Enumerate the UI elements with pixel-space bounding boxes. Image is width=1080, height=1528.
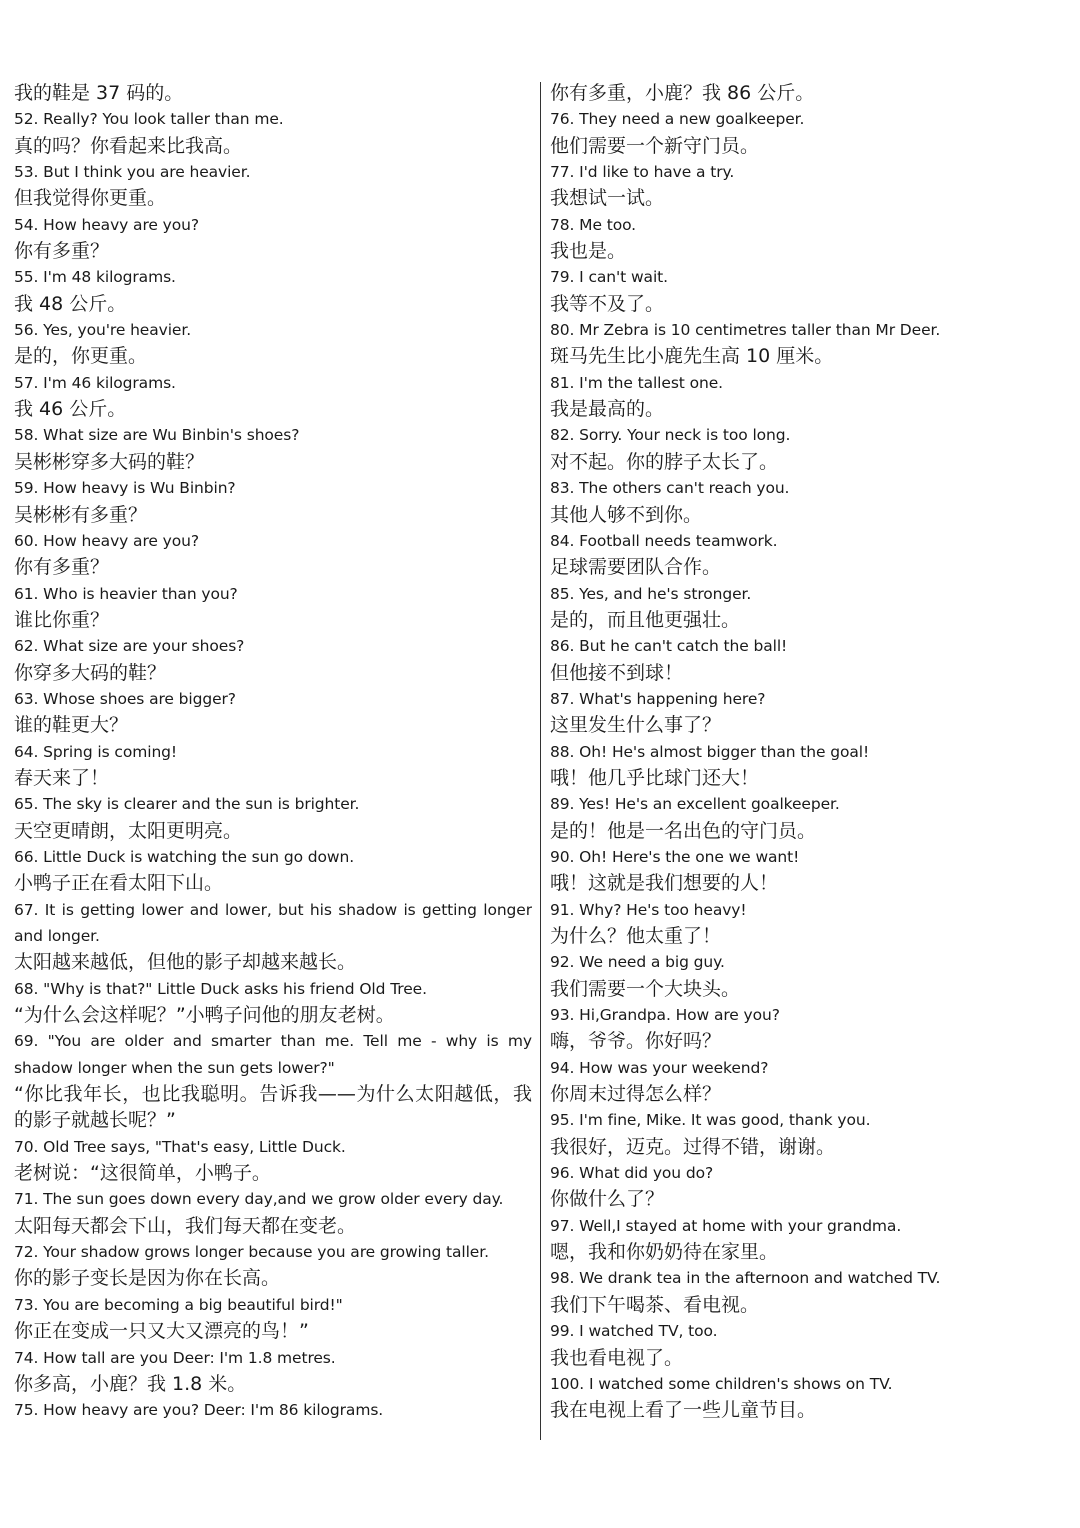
english-line: 97. Well,I stayed at home with your grandma. xyxy=(550,1216,902,1235)
chinese-line: 你有多重？ xyxy=(14,556,110,579)
left-column xyxy=(14,80,532,1424)
chinese-line: 你穿多大码的鞋？ xyxy=(14,661,167,684)
chinese-line: 是的，你更重。 xyxy=(14,345,148,368)
english-line: 98. We drank tea in the afternoon and watched TV. xyxy=(550,1269,941,1288)
english-line: 70. Old Tree says, "That's easy, Little Duck. xyxy=(14,1137,346,1156)
chinese-line: 你有多重，小鹿？我 86 公斤。 xyxy=(550,82,815,104)
english-line: 59. How heavy is Wu Binbin? xyxy=(14,479,236,498)
chinese-line: 嗯，我和你奶奶待在家里。 xyxy=(550,1241,779,1264)
english-line: 81. I'm the tallest one. xyxy=(550,373,723,392)
chinese-line: 老树说：“这很简单，小鸭子。 xyxy=(14,1162,271,1185)
chinese-line: 我们需要一个大块头。 xyxy=(550,977,741,1000)
english-line: 83. The others can't reach you. xyxy=(550,479,790,498)
chinese-line: 对不起。你的脖子太长了。 xyxy=(550,450,779,473)
english-line: 88. Oh! He's almost bigger than the goal! xyxy=(550,742,870,761)
chinese-line: 嗨，爷爷。你好吗？ xyxy=(550,1030,722,1053)
chinese-line: 吴彬彬穿多大码的鞋？ xyxy=(14,450,205,473)
english-line: 72. Your shadow grows longer because you are growing taller. xyxy=(14,1243,489,1262)
chinese-line: 你的影子变长是因为你在长高。 xyxy=(14,1267,281,1290)
english-line: 56. Yes, you're heavier. xyxy=(14,321,192,340)
english-line: 90. Oh! Here's the one we want! xyxy=(550,847,800,866)
chinese-line: 是的！他是一名出色的守门员。 xyxy=(550,819,817,842)
chinese-line: 我是最高的。 xyxy=(550,398,665,421)
right-column xyxy=(550,80,1060,1424)
chinese-line: 你周末过得怎么样？ xyxy=(550,1083,722,1106)
chinese-line: 为什么？他太重了！ xyxy=(550,925,722,947)
english-line: 89. Yes! He's an excellent goalkeeper. xyxy=(550,795,840,814)
chinese-line: 斑马先生比小鹿先生高 10 厘米。 xyxy=(550,345,834,368)
chinese-line: 哦！他几乎比球门还大！ xyxy=(550,766,760,789)
chinese-line: 春天来了！ xyxy=(14,766,110,789)
english-line: 80. Mr Zebra is 10 centimetres taller than Mr Deer. xyxy=(550,321,941,340)
chinese-line: 我在电视上看了一些儿童节目。 xyxy=(550,1399,817,1422)
chinese-line: 你正在变成一只又大又漂亮的鸟！” xyxy=(14,1320,309,1343)
english-line: 93. Hi,Grandpa. How are you? xyxy=(550,1006,780,1025)
chinese-line: 但他接不到球！ xyxy=(550,661,684,684)
chinese-line: 但我觉得你更重。 xyxy=(14,187,167,210)
chinese-line: 我想试一试。 xyxy=(550,187,665,210)
english-line: 74. How tall are you Deer: I'm 1.8 metres. xyxy=(14,1348,336,1367)
chinese-line: 是的，而且他更强壮。 xyxy=(550,608,741,631)
english-line: 95. I'm fine, Mike. It was good, thank you. xyxy=(550,1111,871,1130)
english-line: 78. Me too. xyxy=(550,215,637,234)
english-line: 63. Whose shoes are bigger? xyxy=(14,689,236,708)
english-line: 96. What did you do? xyxy=(550,1164,714,1183)
english-line: 100. I watched some children's shows on TV. xyxy=(550,1374,893,1393)
chinese-line: 哦！这就是我们想要的人！ xyxy=(550,872,779,895)
chinese-line: 真的吗？你看起来比我高。 xyxy=(14,134,243,157)
chinese-line: 天空更晴朗，太阳更明亮。 xyxy=(14,819,243,842)
english-line: 54. How heavy are you? xyxy=(14,215,199,234)
chinese-line: 足球需要团队合作。 xyxy=(550,556,722,579)
english-line: 92. We need a big guy. xyxy=(550,953,725,972)
english-line: 71. The sun goes down every day,and we grow older every day. xyxy=(14,1190,504,1209)
english-line: 99. I watched TV, too. xyxy=(550,1322,718,1341)
chinese-line: “为什么会这样呢？”小鸭子问他的朋友老树。 xyxy=(14,1004,395,1027)
english-line: 91. Why? He's too heavy! xyxy=(550,900,747,919)
chinese-line: 我也是。 xyxy=(550,240,627,263)
chinese-line: 吴彬彬有多重？ xyxy=(14,503,148,526)
english-line: 53. But I think you are heavier. xyxy=(14,163,251,182)
english-line: 62. What size are your shoes? xyxy=(14,637,245,656)
chinese-line: 我很好，迈克。过得不错，谢谢。 xyxy=(550,1135,836,1158)
english-line: 55. I'm 48 kilograms. xyxy=(14,268,176,287)
english-line: 61. Who is heavier than you? xyxy=(14,584,238,603)
chinese-line: 这里发生什么事了？ xyxy=(550,714,722,737)
english-line: 60. How heavy are you? xyxy=(14,531,199,550)
chinese-line: 谁的鞋更大？ xyxy=(14,714,129,737)
english-line: 65. The sky is clearer and the sun is brighter. xyxy=(14,795,360,814)
english-line: 64. Spring is coming! xyxy=(14,742,178,761)
english-line: shadow longer when the sun gets lower?" xyxy=(14,1058,335,1077)
english-line: 67. It is getting lower and lower, but his shadow is getting longer xyxy=(14,900,532,919)
english-line: 77. I'd like to have a try. xyxy=(550,163,735,182)
english-line: 69. "You are older and smarter than me. Tell me - why is my xyxy=(14,1032,532,1051)
chinese-line: 我 46 公斤。 xyxy=(14,398,127,421)
english-line: 57. I'm 46 kilograms. xyxy=(14,373,176,392)
column-divider xyxy=(540,82,541,1440)
english-line: 58. What size are Wu Binbin's shoes? xyxy=(14,426,300,445)
chinese-line: 太阳每天都会下山，我们每天都在变老。 xyxy=(14,1214,357,1237)
chinese-line: 你有多重？ xyxy=(14,240,110,263)
english-line: 68. "Why is that?" Little Duck asks his friend Old Tree. xyxy=(14,979,427,998)
english-line: 94. How was your weekend? xyxy=(550,1058,769,1077)
chinese-line: 小鸭子正在看太阳下山。 xyxy=(14,872,224,895)
chinese-line: 我们下午喝茶、看电视。 xyxy=(550,1293,760,1316)
chinese-line: 你做什么了？ xyxy=(550,1188,665,1211)
chinese-line: 你多高，小鹿？我 1.8 米。 xyxy=(14,1372,247,1395)
chinese-line: “你比我年长，也比我聪明。告诉我——为什么太阳越低，我 xyxy=(14,1083,532,1106)
chinese-line: 谁比你重？ xyxy=(14,608,110,631)
chinese-line: 他们需要一个新守门员。 xyxy=(550,134,760,157)
english-line: 86. But he can't catch the ball! xyxy=(550,637,788,656)
chinese-line: 我等不及了。 xyxy=(550,292,665,315)
english-line: 85. Yes, and he's stronger. xyxy=(550,584,752,603)
chinese-line: 我 48 公斤。 xyxy=(14,292,127,315)
english-line: 84. Football needs teamwork. xyxy=(550,531,778,550)
chinese-line: 其他人够不到你。 xyxy=(550,503,703,526)
chinese-line: 我也看电视了。 xyxy=(550,1346,684,1369)
english-line: and longer. xyxy=(14,927,100,945)
english-line: 73. You are becoming a big beautiful bird!" xyxy=(14,1295,343,1314)
english-line: 66. Little Duck is watching the sun go down. xyxy=(14,847,355,866)
english-line: 75. How heavy are you? Deer: I'm 86 kilograms. xyxy=(14,1401,384,1420)
english-line: 79. I can't wait. xyxy=(550,268,668,287)
chinese-line: 的影子就越长呢？” xyxy=(14,1109,176,1132)
chinese-line: 太阳越来越低，但他的影子却越来越长。 xyxy=(14,951,357,974)
chinese-line: 我的鞋是 37 码的。 xyxy=(14,82,184,104)
english-line: 76. They need a new goalkeeper. xyxy=(550,110,805,129)
english-line: 82. Sorry. Your neck is too long. xyxy=(550,426,791,445)
english-line: 87. What's happening here? xyxy=(550,689,766,708)
english-line: 52. Really? You look taller than me. xyxy=(14,110,284,129)
